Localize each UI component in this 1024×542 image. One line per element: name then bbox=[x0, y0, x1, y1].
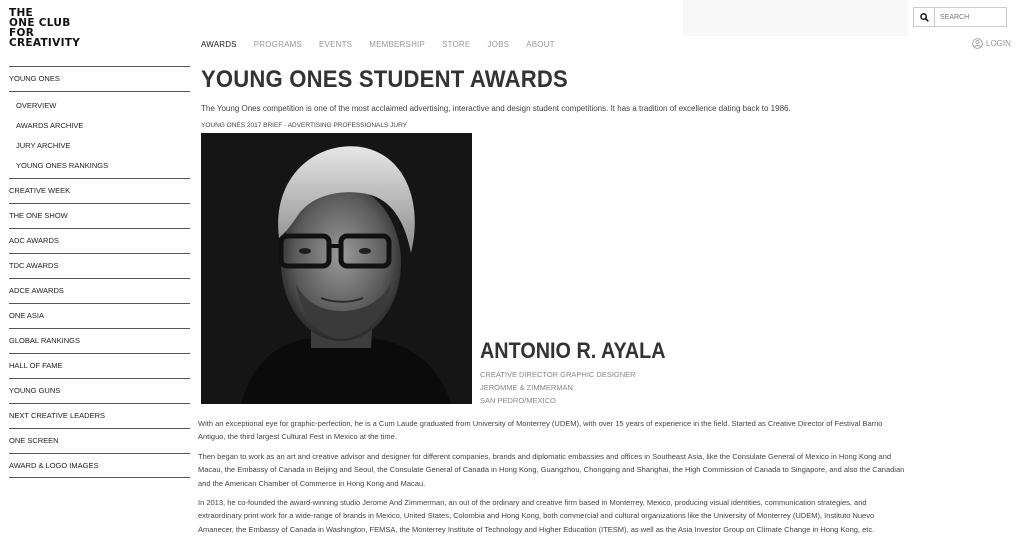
user-icon bbox=[972, 38, 983, 49]
brief-label: YOUNG ONES 2017 BRIEF - ADVERTISING PROFESSIONALS JURY bbox=[201, 122, 408, 129]
logo-line: FOR bbox=[9, 27, 35, 39]
sidebar-item-global-rankings[interactable]: GLOBAL RANKINGS bbox=[9, 328, 190, 353]
sidebar-item-young-guns[interactable]: YOUNG GUNS bbox=[9, 378, 190, 403]
nav-store[interactable]: STORE bbox=[442, 40, 471, 49]
search-button[interactable] bbox=[914, 8, 935, 26]
page-title: YOUNG ONES STUDENT AWARDS bbox=[201, 66, 568, 93]
sidebar-item-tdc-awards[interactable]: TDC AWARDS bbox=[9, 253, 190, 278]
header-shade bbox=[683, 0, 908, 36]
sidebar-sub-awards-archive[interactable]: AWARDS ARCHIVE bbox=[16, 121, 84, 130]
nav-jobs[interactable]: JOBS bbox=[487, 40, 510, 49]
intro-text: The Young Ones competition is one of the most acclaimed advertising, interactive and design student competitions. It has a tradition of excellence dating back to 1986. bbox=[201, 104, 791, 113]
logo[interactable] bbox=[9, 8, 80, 48]
login-label: LOGIN bbox=[986, 39, 1011, 48]
portrait-illustration bbox=[201, 133, 472, 404]
bio-paragraph: Then began to work as an art and creative advisor and designer for different companies, brands and diplomatic embassies and offices in Southeast Asia, like the Consulate General of Mexico in Hong Kong and Macau, the Embassy of Canada in Beijing and Seoul, the Consulate General of Canada in Hong Kong, Guangzhou, Chongqing and Shanghai, the High Commission of Canada to Singapore, and also the Canadian and the American Chamber of Commerce in Hong Kong and Macau. bbox=[198, 452, 905, 488]
bio-paragraph: With an exceptional eye for graphic-perfection, he is a Cum Laude graduated from University of Monterrey (UDEM), with over 15 years of experience in the field. Started as Creative Director of Festival Barrio Antiguo, the third largest Cultural Fest in Mexico at the time. bbox=[198, 419, 883, 442]
sidebar-item-creative-week[interactable]: CREATIVE WEEK bbox=[9, 178, 190, 203]
sidebar-sub-jury-archive[interactable]: JURY ARCHIVE bbox=[16, 141, 71, 150]
logo-line: ONE CLUB bbox=[9, 17, 71, 29]
sidebar-item-one-screen[interactable]: ONE SCREEN bbox=[9, 428, 190, 453]
sidebar-subnav bbox=[9, 91, 190, 178]
nav-about[interactable]: ABOUT bbox=[526, 40, 555, 49]
sidebar-item-hall-of-fame[interactable]: HALL OF FAME bbox=[9, 353, 190, 378]
person-location: SAN PEDRO/MEXICO bbox=[480, 396, 556, 405]
nav-programs[interactable]: PROGRAMS bbox=[253, 40, 303, 49]
search-icon bbox=[920, 13, 929, 22]
person-role: CREATIVE DIRECTOR GRAPHIC DESIGNER bbox=[480, 370, 636, 379]
search-input[interactable] bbox=[935, 8, 1006, 26]
sidebar-sub-overview[interactable]: OVERVIEW bbox=[16, 101, 57, 110]
person-name: ANTONIO R. AYALA bbox=[480, 338, 666, 363]
sidebar-item-adc-awards[interactable]: ADC AWARDS bbox=[9, 228, 190, 253]
logo-line: CREATIVITY bbox=[9, 37, 81, 49]
sidebar-item-young-ones[interactable]: YOUNG ONES bbox=[9, 66, 190, 91]
sidebar-item-award-logo-images[interactable]: AWARD & LOGO IMAGES bbox=[9, 453, 190, 478]
bio-paragraph: In 2013, he co-founded the award-winning studio Jerome And Zimmerman, an out of the ordinary and creative firm based in Monterrey, Mexico, producing visual identities, communication strategies, and extraordinary print work for a wide-range of brands in Mexico, United States, Colombia and Hong Kong, both commercial and cultural organizations like the University of Monterrey (UDEM), Instituto Nuevo Amanecer, the Embassy of Canada in Washington, FEMSA, the Monterrey Institute of Technology and Higher Education (ITESM), as well as the Asia Investor Group on Climate Change in Hong Kong, etc. bbox=[198, 498, 875, 534]
sidebar-item-adce-awards[interactable]: ADCE AWARDS bbox=[9, 278, 190, 303]
portrait-photo bbox=[201, 133, 472, 404]
sidebar bbox=[9, 66, 190, 478]
search-box bbox=[913, 7, 1007, 27]
nav-awards[interactable]: AWARDS bbox=[201, 40, 237, 49]
sidebar-item-the-one-show[interactable]: THE ONE SHOW bbox=[9, 203, 190, 228]
login-link[interactable] bbox=[972, 38, 1011, 49]
sidebar-item-next-creative-leaders[interactable]: NEXT CREATIVE LEADERS bbox=[9, 403, 190, 428]
person-company: JEROMME & ZIMMERMAN bbox=[480, 383, 573, 392]
nav-events[interactable]: EVENTS bbox=[319, 40, 353, 49]
sidebar-item-one-asia[interactable]: ONE ASIA bbox=[9, 303, 190, 328]
logo-line: THE bbox=[9, 7, 34, 19]
nav-membership[interactable]: MEMBERSHIP bbox=[369, 40, 426, 49]
sidebar-sub-rankings[interactable]: YOUNG ONES RANKINGS bbox=[16, 161, 109, 170]
main-nav bbox=[201, 40, 572, 49]
